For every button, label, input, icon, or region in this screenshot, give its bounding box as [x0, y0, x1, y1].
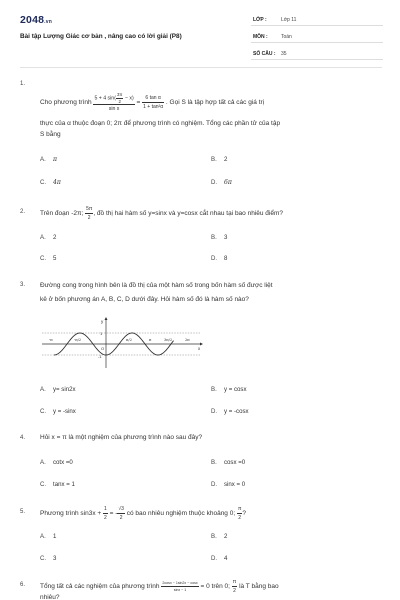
q5-option-c[interactable]: C. 3 — [40, 555, 57, 562]
q5-number: 5. — [20, 509, 26, 515]
x-tick-neg-half-pi: -π/2 — [74, 338, 82, 342]
site-logo[interactable]: 2048.vn — [20, 14, 52, 26]
y-tick-1: 1 — [100, 331, 103, 336]
origin-label: O — [101, 346, 105, 351]
document-header — [20, 14, 382, 62]
q2-number: 2. — [20, 209, 26, 215]
q1-option-c[interactable]: C. 4π — [40, 179, 61, 186]
x-tick-half-pi: π/2 — [126, 338, 132, 342]
y-tick-neg1: -1 — [98, 354, 102, 359]
q1-line2: thực của α thuộc đoạn 0; 2π để phương trình có nghiệm. Tổng các phần tử của tập — [40, 120, 281, 127]
meta-grade-label: LỚP : — [253, 17, 267, 23]
x-axis-arrow — [200, 343, 203, 346]
q3-option-d[interactable]: D. y = -cosx — [211, 408, 249, 415]
x-tick-three-half-pi: 3π/2 — [164, 338, 173, 342]
q4-option-a[interactable]: A. cotx =0 — [40, 459, 73, 466]
q1-right-fraction: $\frac{\text{6 tan α}}{\text{1 + tan²α}}$ — [143, 95, 164, 110]
q3-graph-figure — [40, 314, 204, 370]
q3-option-c[interactable]: C. y = -sinx — [40, 408, 76, 415]
q1-left-fraction: 5 + 4 sin( $\frac{3\pi}{2}$ − x) sin x — [94, 92, 134, 112]
q3-line2: kê ở bốn phương án A, B, C, D dưới đây. Hỏi hàm số đó là hàm số nào? — [40, 296, 249, 303]
q6-line2: nhiêu? — [40, 594, 60, 600]
q1-line3: S bằng — [40, 131, 61, 138]
q3-option-b[interactable]: B. y = cosx — [211, 386, 247, 393]
q6-number: 6. — [20, 582, 26, 588]
q3-number: 3. — [20, 282, 26, 288]
q1-option-d[interactable]: D. 6π — [211, 179, 232, 186]
page-title: Bài tập Lượng Giác cơ bản , nâng cao có lời giải (P8) — [20, 33, 182, 40]
q1-option-b[interactable]: B. 2 — [211, 156, 228, 163]
meta-subject-label: MÔN : — [253, 34, 268, 40]
q2-option-a[interactable]: A. 2 — [40, 234, 57, 241]
q2-option-d[interactable]: D. 8 — [211, 255, 228, 262]
q4-number: 4. — [20, 435, 26, 441]
q1-option-a[interactable]: A. π — [40, 156, 58, 163]
q5-option-b[interactable]: B. 2 — [211, 533, 228, 540]
q5-option-a[interactable]: A. 1 — [40, 533, 57, 540]
x-tick-neg-pi: -π — [49, 338, 53, 342]
meta-grade — [251, 16, 383, 26]
q4-option-b[interactable]: B. cosx =0 — [211, 459, 246, 466]
meta-subject-value: Toán — [281, 34, 292, 40]
q4-option-c[interactable]: C. tanx = 1 — [40, 481, 75, 488]
meta-count — [251, 50, 383, 60]
y-axis-arrow — [105, 317, 108, 320]
q6-prompt: Tổng tất cả các nghiệm của phương trình $\frac{2\cos x - 1\sin 2x - \cos x}{\sin x - 1}$ = 0 trên 0; $\frac{\pi}{2}$ là T bằng bao — [40, 579, 279, 594]
q3-option-a[interactable]: A. y= sin2x — [40, 386, 76, 393]
x-tick-two-pi: 2π — [185, 338, 190, 342]
q4-option-d[interactable]: D. sinx = 0 — [211, 481, 246, 488]
q2-option-b[interactable]: B. 3 — [211, 234, 228, 241]
meta-count-label: SỐ CÂU : — [253, 51, 276, 57]
q5-prompt: Phương trình sin3x + $\frac{1}{2}$ = - $\frac{√3}{2}$ có bao nhiêu nghiệm thuộc khoảng 0; $\frac{\pi}{2}$ ? — [40, 506, 247, 521]
header-divider — [20, 67, 382, 68]
y-axis-label: y — [101, 319, 104, 324]
q2-option-c[interactable]: C. 5 — [40, 255, 57, 262]
q3-line1: Đường cong trong hình bên là đồ thị của một hàm số trong bốn hàm số được liệt — [40, 282, 273, 289]
meta-subject — [251, 33, 383, 43]
q1-prompt: Cho phương trình 5 + 4 sin( $\frac{3\pi}{2}$ − x) sin x = $\frac{\text{6 tan α}}{\text{1 + tan²α}}$ . Gọi S là tập hợp tất cả các giá trị — [40, 92, 265, 112]
q5-option-d[interactable]: D. 4 — [211, 555, 228, 562]
meta-count-value: 35 — [281, 51, 287, 57]
x-axis-label: x — [198, 346, 201, 351]
q4-prompt: Hỏi x = π là một nghiệm của phương trình nào sau đây? — [40, 434, 203, 441]
meta-grade-value: Lớp 11 — [281, 17, 297, 23]
q1-number: 1. — [20, 81, 26, 87]
x-tick-pi: π — [149, 338, 152, 342]
q2-prompt: Trên đoạn -2π; $\frac{5\pi}{2}$ , đồ thị hai hàm số y=sinx và y=cosx cắt nhau tại bao nhiêu điểm? — [40, 206, 284, 221]
